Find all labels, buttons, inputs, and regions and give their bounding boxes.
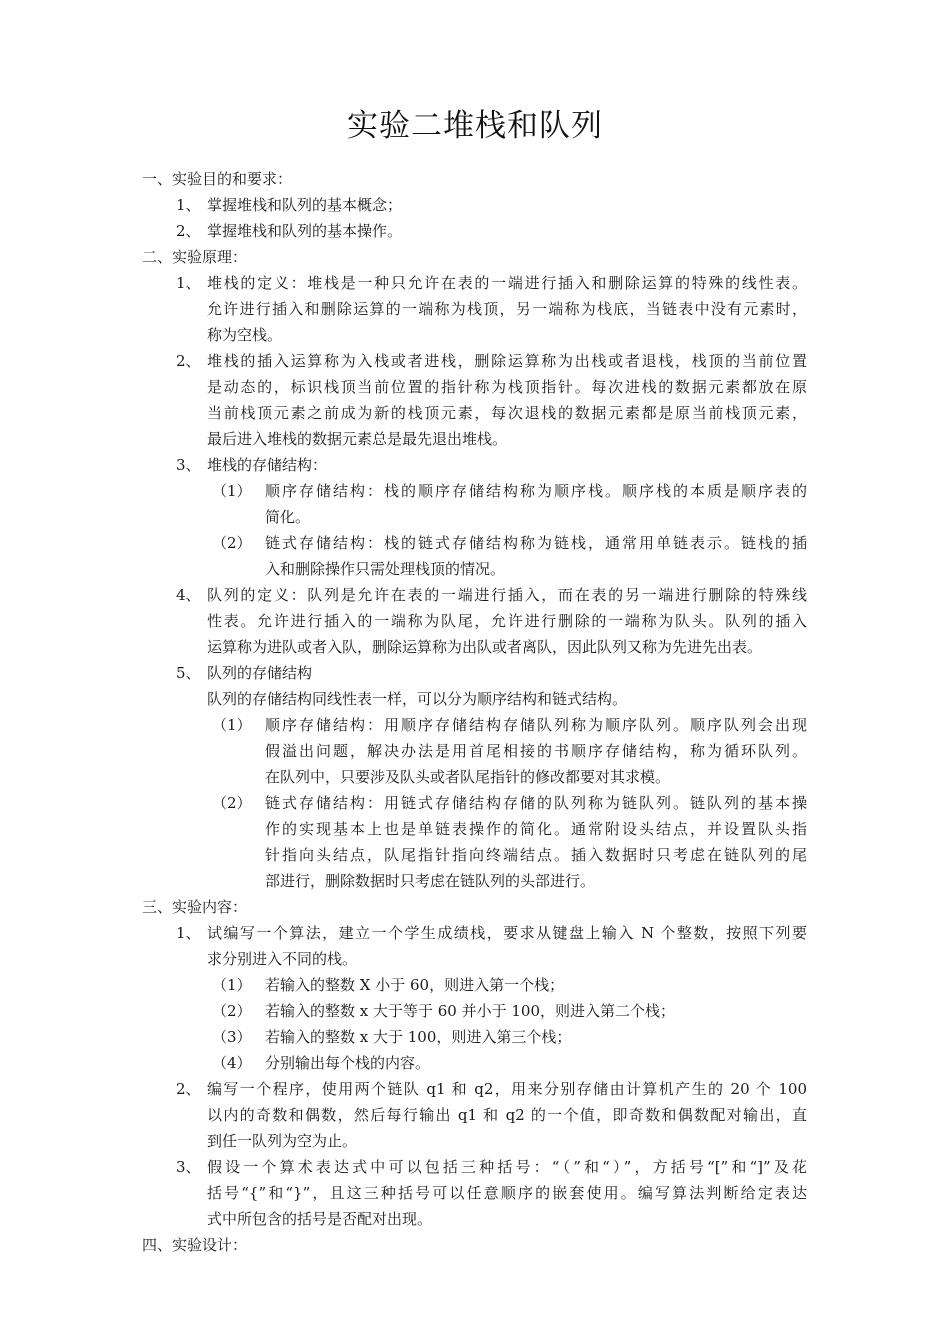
item-number: 3、	[176, 1158, 201, 1176]
paragraph-line: 以内的奇数和偶数，然后每行输出 q1 和 q2 的一个值，即奇数和偶数配对输出，直	[207, 1106, 807, 1124]
paragraph-line: 堆栈的定义：堆栈是一种只允许在表的一端进行插入和删除运算的特殊的线性表。	[207, 274, 807, 292]
paragraph-line: 括号“{”和“}”，且这三种括号可以任意顺序的嵌套使用。编写算法判断给定表达	[207, 1184, 807, 1202]
sub-item-number: （2）	[212, 1002, 252, 1020]
section-heading-1: 一、实验目的和要求：	[142, 170, 293, 188]
paragraph-line: 顺序存储结构：用顺序存储结构存储队列称为顺序队列。顺序队列会出现	[265, 716, 807, 734]
paragraph-line: 到任一队列为空为止。	[207, 1132, 358, 1150]
paragraph-line: 编写一个程序，使用两个链队 q1 和 q2，用来分别存储由计算机产生的 20 个 100	[207, 1080, 807, 1098]
sub-item-number: （2）	[212, 794, 252, 812]
item-number: 2、	[176, 352, 201, 370]
section-heading-4: 四、实验设计：	[142, 1236, 248, 1254]
paragraph-line: 链式存储结构：栈的链式存储结构称为链栈，通常用单链表示。链栈的插	[265, 534, 807, 552]
item-number: 2、	[176, 1080, 201, 1098]
paragraph-line: 队列的存储结构	[207, 664, 313, 682]
item-text: 掌握堆栈和队列的基本操作。	[207, 222, 403, 240]
paragraph-line: 试编写一个算法，建立一个学生成绩栈，要求从键盘上输入 N 个整数，按照下列要	[207, 924, 807, 942]
paragraph-line: 堆栈的存储结构：	[207, 456, 328, 474]
item-number: 4、	[176, 586, 201, 604]
paragraph-line: 作的实现基本上也是单链表操作的简化。通常附设头结点，并设置队头指	[265, 820, 807, 838]
paragraph-line: 队列的定义：队列是允许在表的一端进行插入，而在表的另一端进行删除的特殊线	[207, 586, 807, 604]
item-number: 1、	[176, 196, 201, 214]
paragraph-line: 链式存储结构：用链式存储结构存储的队列称为链队列。链队列的基本操	[265, 794, 807, 812]
item-number: 1、	[176, 924, 201, 942]
paragraph-line: 式中所包含的括号是否配对出现。	[207, 1210, 433, 1228]
section-heading-2: 二、实验原理：	[142, 248, 248, 266]
paragraph-line: 运算称为进队或者入队，删除运算称为出队或者离队，因此队列又称为先进先出表。	[207, 638, 763, 656]
item-text: 掌握堆栈和队列的基本概念；	[207, 196, 403, 214]
paragraph-line: 假设一个算术表达式中可以包括三种括号：“（”和“）”，方括号“[”和“]”及花	[207, 1158, 807, 1176]
paragraph-line: 针指向头结点，队尾指针指向终端结点。插入数据时只考虑在链队列的尾	[265, 846, 807, 864]
paragraph-line: 入和删除操作只需处理栈顶的情况。	[265, 560, 506, 578]
document-title: 实验二堆栈和队列	[347, 108, 603, 144]
sub-item-number: （1）	[212, 716, 252, 734]
paragraph-line: 若输入的整数 x 大于等于 60 并小于 100，则进入第二个栈；	[265, 1002, 676, 1020]
paragraph-line: 是动态的，标识栈顶当前位置的指针称为栈顶指针。每次进栈的数据元素都放在原	[207, 378, 807, 396]
paragraph-line: 简化。	[265, 508, 311, 526]
paragraph-line: 堆栈的插入运算称为入栈或者进栈，删除运算称为出栈或者退栈，栈顶的当前位置	[207, 352, 807, 370]
paragraph-line: 部进行，删除数据时只考虑在链队列的头部进行。	[265, 872, 596, 890]
item-number: 1、	[176, 274, 201, 292]
item-number: 2、	[176, 222, 201, 240]
paragraph-line: 当前栈顶元素之前成为新的栈顶元素，每次退栈的数据元素都是原当前栈顶元素，	[207, 404, 807, 422]
paragraph-line: 假溢出问题，解决办法是用首尾相接的书顺序存储结构，称为循环队列。	[265, 742, 807, 760]
paragraph-line: 在队列中，只要涉及队头或者队尾指针的修改都要对其求模。	[265, 768, 671, 786]
paragraph-line: 允许进行插入和删除运算的一端称为栈顶，另一端称为栈底，当链表中没有元素时，	[207, 300, 807, 318]
paragraph-line: 称为空栈。	[207, 326, 283, 344]
paragraph-line: 性表。允许进行插入的一端称为队尾，允许进行删除的一端称为队头。队列的插入	[207, 612, 807, 630]
sub-item-number: （4）	[212, 1054, 252, 1072]
paragraph-line: 分别输出每个栈的内容。	[265, 1054, 431, 1072]
paragraph-line: 若输入的整数 x 大于 100，则进入第三个栈；	[265, 1028, 572, 1046]
sub-item-number: （2）	[212, 534, 252, 552]
paragraph-line: 最后进入堆栈的数据元素总是最先退出堆栈。	[207, 430, 508, 448]
sub-item-number: （1）	[212, 482, 252, 500]
paragraph-line: 顺序存储结构：栈的顺序存储结构称为顺序栈。顺序栈的本质是顺序表的	[265, 482, 807, 500]
sub-item-number: （3）	[212, 1028, 252, 1046]
paragraph-line: 求分别进入不同的栈。	[207, 950, 358, 968]
paragraph-line: 队列的存储结构同线性表一样，可以分为顺序结构和链式结构。	[207, 690, 628, 708]
sub-item-number: （1）	[212, 976, 252, 994]
item-number: 5、	[176, 664, 201, 682]
item-number: 3、	[176, 456, 201, 474]
section-heading-3: 三、实验内容：	[142, 898, 248, 916]
paragraph-line: 若输入的整数 X 小于 60，则进入第一个栈；	[265, 976, 565, 994]
